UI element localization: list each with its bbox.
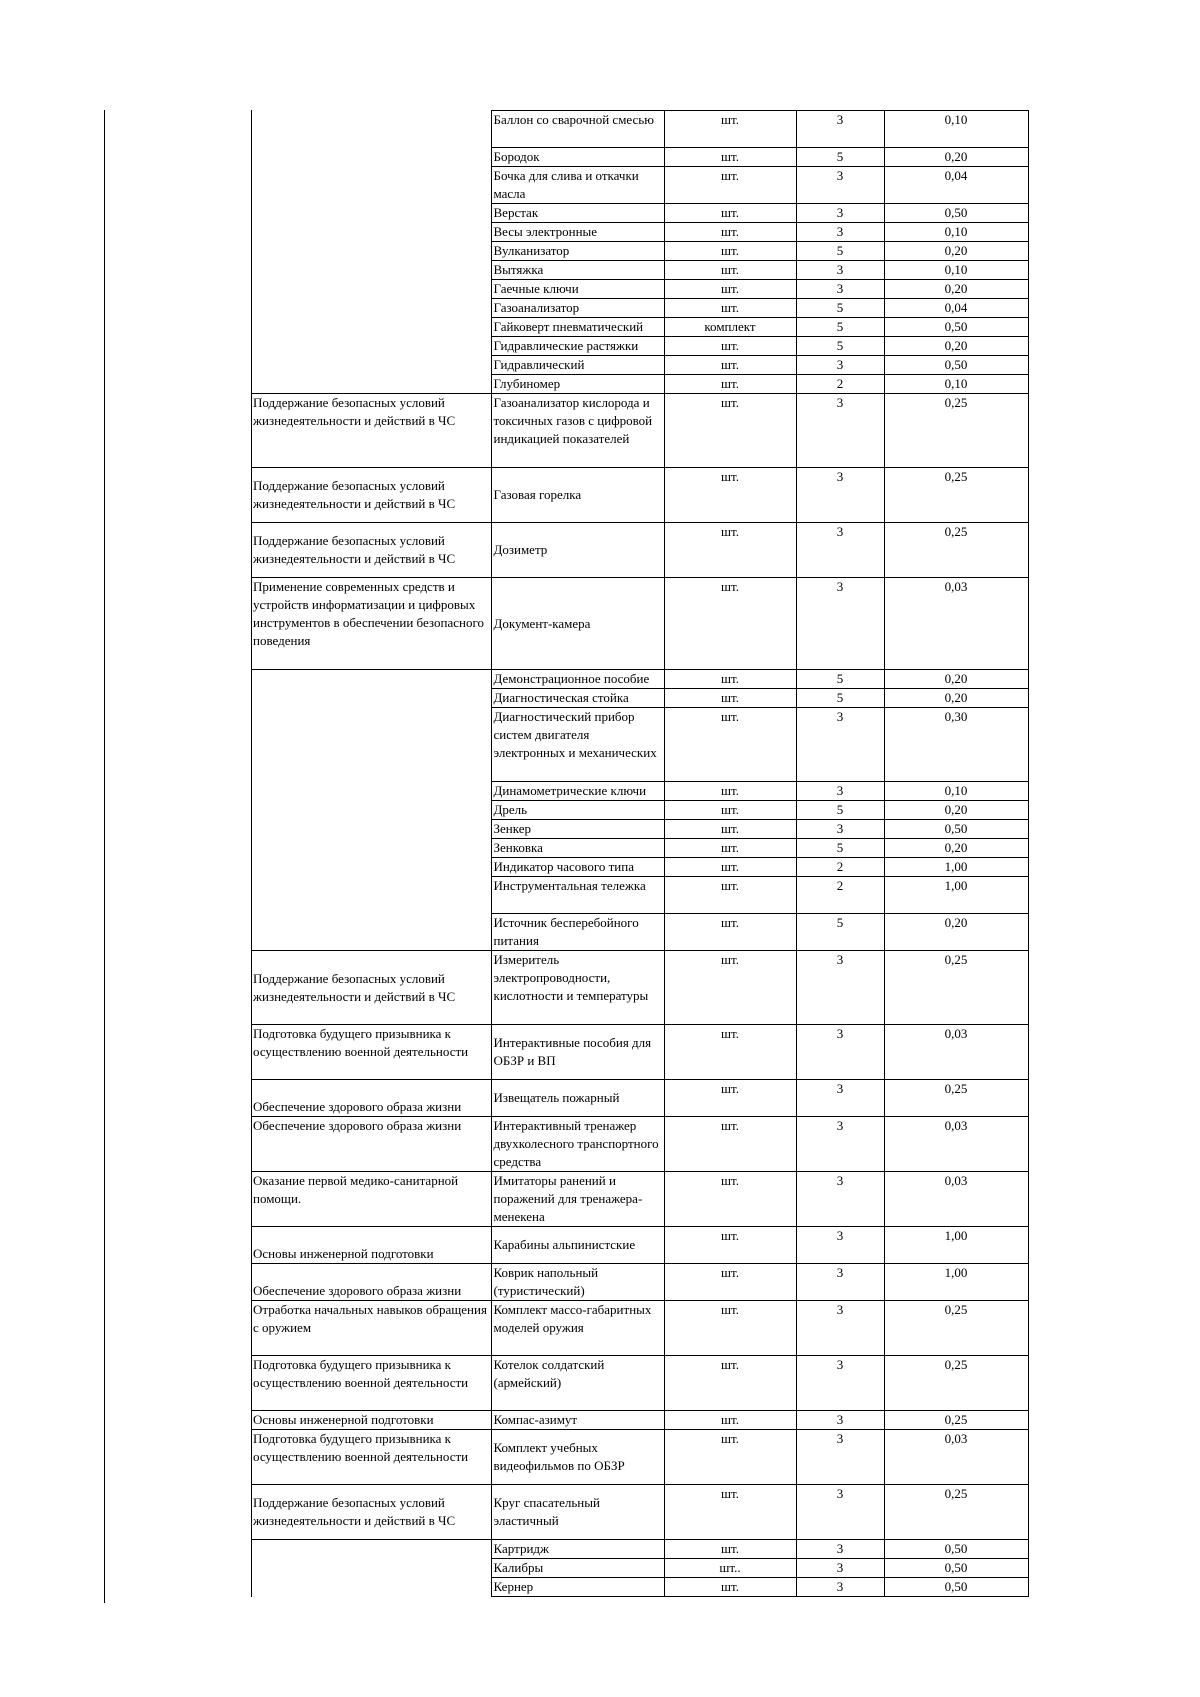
topic-column-rule [251,110,252,1597]
quantity-cell: 3 [796,951,884,1025]
coefficient-cell: 0,03 [884,578,1028,670]
quantity-cell: 3 [796,356,884,375]
unit-cell: комплект [664,318,796,337]
topic-cell: Поддержание безопасных условий жизнедеятельности и действий в ЧС [251,1485,491,1540]
unit-cell: шт. [664,148,796,167]
coefficient-cell: 0,10 [884,223,1028,242]
item-cell: Котелок солдатский (армейский) [491,1356,664,1411]
item-cell: Комплект массо-габаритных моделей оружия [491,1301,664,1356]
quantity-cell: 3 [796,111,884,148]
unit-cell: шт. [664,1080,796,1117]
topic-cell: Поддержание безопасных условий жизнедеятельности и действий в ЧС [251,468,491,523]
quantity-cell: 5 [796,318,884,337]
item-cell: Интерактивные пособия для ОБЗР и ВП [491,1025,664,1080]
unit-cell: шт. [664,914,796,951]
table-row [251,1301,1028,1356]
quantity-cell: 3 [796,1430,884,1485]
coefficient-cell: 0,20 [884,280,1028,299]
quantity-cell: 3 [796,523,884,578]
quantity-cell: 3 [796,1559,884,1578]
unit-cell: шт. [664,167,796,204]
topic-cell: Отработка начальных навыков обращения с оружием [251,1301,491,1356]
topic-cell: Оказание первой медико-санитарной помощи. [251,1172,491,1227]
equipment-table [251,110,1029,1597]
quantity-cell: 3 [796,1264,884,1301]
item-cell: Бочка для слива и откачки масла [491,167,664,204]
unit-cell: шт. [664,578,796,670]
quantity-cell: 5 [796,689,884,708]
item-cell: Глубиномер [491,375,664,394]
topic-cell: Обеспечение здорового образа жизни [251,1117,491,1172]
unit-cell: шт. [664,523,796,578]
topic-cell: Основы инженерной подготовки [251,1411,491,1430]
item-cell: Инструментальная тележка [491,877,664,914]
coefficient-cell: 0,25 [884,1080,1028,1117]
coefficient-cell: 0,20 [884,337,1028,356]
unit-cell: шт. [664,280,796,299]
quantity-cell: 5 [796,148,884,167]
table-row [251,468,1028,523]
quantity-cell: 3 [796,1356,884,1411]
item-cell: Баллон со сварочной смесью [491,111,664,148]
quantity-cell: 3 [796,1172,884,1227]
item-cell: Круг спасательный эластичный [491,1485,664,1540]
topic-cell: Поддержание безопасных условий жизнедеятельности и действий в ЧС [251,951,491,1025]
quantity-cell: 3 [796,1117,884,1172]
item-cell: Кернер [491,1578,664,1597]
topic-cell [251,111,491,394]
table-row [251,1080,1028,1117]
coefficient-cell: 0,04 [884,167,1028,204]
table-row [251,1172,1028,1227]
topic-cell: Применение современных средств и устройств информатизации и цифровых инструментов в обеспечении безопасного поведения [251,578,491,670]
coefficient-cell: 0,03 [884,1430,1028,1485]
item-cell: Дозиметр [491,523,664,578]
table-row [251,1356,1028,1411]
coefficient-cell: 0,10 [884,111,1028,148]
item-cell: Гаечные ключи [491,280,664,299]
quantity-cell: 3 [796,578,884,670]
item-cell: Извещатель пожарный [491,1080,664,1117]
table-row [251,1430,1028,1485]
quantity-cell: 3 [796,394,884,468]
topic-cell: Основы инженерной подготовки [251,1227,491,1264]
coefficient-cell: 1,00 [884,1264,1028,1301]
unit-cell: шт. [664,375,796,394]
item-cell: Зенкер [491,820,664,839]
unit-cell: шт. [664,951,796,1025]
unit-cell: шт. [664,689,796,708]
quantity-cell: 5 [796,337,884,356]
item-cell: Индикатор часового типа [491,858,664,877]
item-cell: Демонстрационное пособие [491,670,664,689]
item-cell: Калибры [491,1559,664,1578]
unit-cell: шт. [664,1172,796,1227]
item-cell: Дрель [491,801,664,820]
topic-cell: Подготовка будущего призывника к осуществлению военной деятельности [251,1356,491,1411]
quantity-cell: 5 [796,242,884,261]
item-cell: Газоанализатор кислорода и токсичных газов с цифровой индикацией показателей [491,394,664,468]
quantity-cell: 2 [796,858,884,877]
coefficient-cell: 0,25 [884,1485,1028,1540]
unit-cell: шт. [664,204,796,223]
coefficient-cell: 0,50 [884,1540,1028,1559]
unit-cell: шт. [664,1301,796,1356]
coefficient-cell: 0,20 [884,914,1028,951]
quantity-cell: 3 [796,1578,884,1597]
item-cell: Документ-камера [491,578,664,670]
coefficient-cell: 0,10 [884,782,1028,801]
unit-cell: шт. [664,394,796,468]
table-row [251,1264,1028,1301]
item-cell: Газоанализатор [491,299,664,318]
coefficient-cell: 0,50 [884,318,1028,337]
unit-cell: шт. [664,1117,796,1172]
quantity-cell: 3 [796,1025,884,1080]
coefficient-cell: 0,25 [884,951,1028,1025]
unit-cell: шт. [664,111,796,148]
coefficient-cell: 0,50 [884,1559,1028,1578]
unit-cell: шт. [664,261,796,280]
coefficient-cell: 0,50 [884,356,1028,375]
coefficient-cell: 0,30 [884,708,1028,782]
table-row [251,1411,1028,1430]
quantity-cell: 5 [796,670,884,689]
coefficient-cell: 0,03 [884,1172,1028,1227]
unit-cell: шт. [664,858,796,877]
quantity-cell: 5 [796,839,884,858]
quantity-cell: 2 [796,375,884,394]
coefficient-cell: 1,00 [884,858,1028,877]
topic-cell: Подготовка будущего призывника к осуществлению военной деятельности [251,1025,491,1080]
coefficient-cell: 0,10 [884,375,1028,394]
table-row [251,951,1028,1025]
unit-cell: шт.. [664,1559,796,1578]
table-row [251,1117,1028,1172]
quantity-cell: 3 [796,204,884,223]
coefficient-cell: 0,25 [884,1356,1028,1411]
quantity-cell: 5 [796,914,884,951]
unit-cell: шт. [664,1485,796,1540]
topic-cell: Поддержание безопасных условий жизнедеятельности и действий в ЧС [251,523,491,578]
quantity-cell: 3 [796,1485,884,1540]
quantity-cell: 3 [796,782,884,801]
quantity-cell: 3 [796,1411,884,1430]
unit-cell: шт. [664,877,796,914]
quantity-cell: 3 [796,708,884,782]
coefficient-cell: 0,20 [884,242,1028,261]
unit-cell: шт. [664,782,796,801]
table-row [251,394,1028,468]
table-row [251,578,1028,670]
unit-cell: шт. [664,1578,796,1597]
coefficient-cell: 0,04 [884,299,1028,318]
item-cell: Источник бесперебойного питания [491,914,664,951]
unit-cell: шт. [664,223,796,242]
item-cell: Диагностический прибор систем двигателя электронных и механических [491,708,664,782]
coefficient-cell: 0,50 [884,820,1028,839]
unit-cell: шт. [664,839,796,858]
quantity-cell: 3 [796,167,884,204]
item-cell: Измеритель электропроводности, кислотности и температуры [491,951,664,1025]
coefficient-cell: 0,20 [884,670,1028,689]
item-cell: Интерактивный тренажер двухколесного транспортного средства [491,1117,664,1172]
coefficient-cell: 1,00 [884,1227,1028,1264]
unit-cell: шт. [664,1430,796,1485]
item-cell: Бородок [491,148,664,167]
unit-cell: шт. [664,801,796,820]
coefficient-cell: 0,25 [884,468,1028,523]
item-cell: Вулканизатор [491,242,664,261]
table-row [251,111,1028,148]
item-cell: Зенковка [491,839,664,858]
unit-cell: шт. [664,356,796,375]
coefficient-cell: 0,50 [884,1578,1028,1597]
item-cell: Весы электронные [491,223,664,242]
unit-cell: шт. [664,242,796,261]
unit-cell: шт. [664,1025,796,1080]
topic-cell: Обеспечение здорового образа жизни [251,1264,491,1301]
coefficient-cell: 1,00 [884,877,1028,914]
coefficient-cell: 0,03 [884,1117,1028,1172]
table-row [251,1227,1028,1264]
unit-cell: шт. [664,1411,796,1430]
unit-cell: шт. [664,1356,796,1411]
coefficient-cell: 0,20 [884,148,1028,167]
unit-cell: шт. [664,1227,796,1264]
coefficient-cell: 0,20 [884,689,1028,708]
item-cell: Гайковерт пневматический [491,318,664,337]
quantity-cell: 5 [796,801,884,820]
unit-cell: шт. [664,670,796,689]
item-cell: Имитаторы ранений и поражений для тренажера-менекена [491,1172,664,1227]
item-cell: Диагностическая стойка [491,689,664,708]
coefficient-cell: 0,03 [884,1025,1028,1080]
item-cell: Гидравлические растяжки [491,337,664,356]
item-cell: Карабины альпинистские [491,1227,664,1264]
coefficient-cell: 0,25 [884,523,1028,578]
topic-cell: Обеспечение здорового образа жизни [251,1080,491,1117]
unit-cell: шт. [664,468,796,523]
topic-cell [251,670,491,951]
unit-cell: шт. [664,1264,796,1301]
coefficient-cell: 0,10 [884,261,1028,280]
item-cell: Вытяжка [491,261,664,280]
table-row [251,1025,1028,1080]
unit-cell: шт. [664,299,796,318]
item-cell: Картридж [491,1540,664,1559]
item-cell: Гидравлический [491,356,664,375]
quantity-cell: 3 [796,1227,884,1264]
item-cell: Коврик напольный (туристический) [491,1264,664,1301]
topic-cell: Поддержание безопасных условий жизнедеятельности и действий в ЧС [251,394,491,468]
quantity-cell: 5 [796,299,884,318]
quantity-cell: 3 [796,468,884,523]
quantity-cell: 2 [796,877,884,914]
quantity-cell: 3 [796,223,884,242]
coefficient-cell: 0,20 [884,801,1028,820]
coefficient-cell: 0,25 [884,1411,1028,1430]
coefficient-cell: 0,20 [884,839,1028,858]
quantity-cell: 3 [796,1301,884,1356]
quantity-cell: 3 [796,1540,884,1559]
item-cell: Комплект учебных видеофильмов по ОБЗР [491,1430,664,1485]
quantity-cell: 3 [796,261,884,280]
coefficient-cell: 0,25 [884,394,1028,468]
table-row [251,1540,1028,1559]
unit-cell: шт. [664,1540,796,1559]
coefficient-cell: 0,50 [884,204,1028,223]
table-row [251,1485,1028,1540]
quantity-cell: 3 [796,1080,884,1117]
item-cell: Динамометрические ключи [491,782,664,801]
item-cell: Верстак [491,204,664,223]
item-cell: Компас-азимут [491,1411,664,1430]
left-margin-rule [104,110,105,1603]
coefficient-cell: 0,25 [884,1301,1028,1356]
unit-cell: шт. [664,820,796,839]
quantity-cell: 3 [796,280,884,299]
topic-cell: Подготовка будущего призывника к осуществлению военной деятельности [251,1430,491,1485]
quantity-cell: 3 [796,820,884,839]
table-row [251,523,1028,578]
item-cell: Газовая горелка [491,468,664,523]
unit-cell: шт. [664,337,796,356]
unit-cell: шт. [664,708,796,782]
topic-cell [251,1540,491,1597]
table-row [251,670,1028,689]
